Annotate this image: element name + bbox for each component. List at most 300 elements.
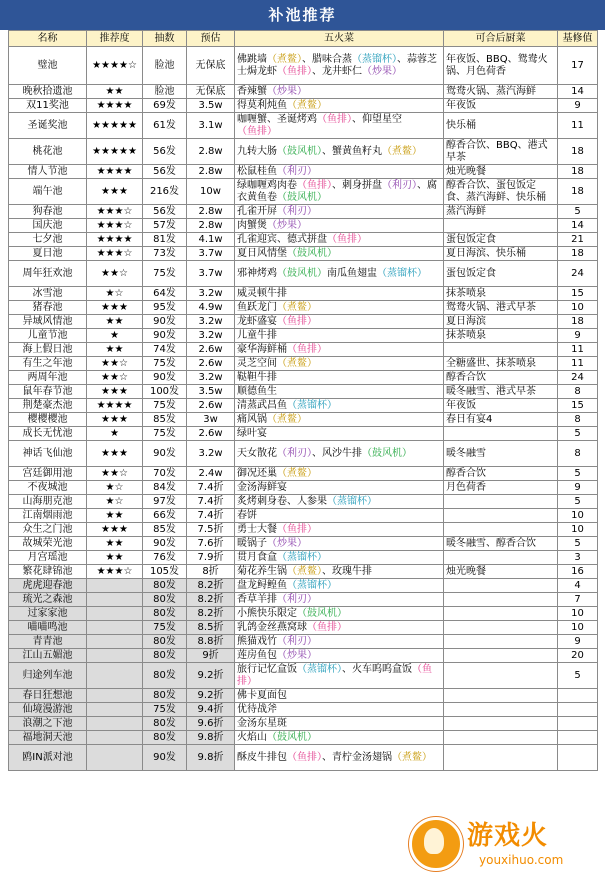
cell-rating: ★★ <box>87 85 143 99</box>
cell-rating <box>87 663 143 689</box>
dish-tool-tag: （鱼排） <box>277 523 317 535</box>
cell-dishes <box>235 481 444 495</box>
dish-text: 金汤东星斑 <box>237 717 287 729</box>
cell-base: 16 <box>558 565 598 579</box>
table-row <box>9 481 598 495</box>
cell-draws: 75发 <box>143 357 187 371</box>
dish-text: 酥皮牛排包 <box>237 751 287 763</box>
cell-rating: ★★ <box>87 343 143 357</box>
dish-tool-tag: （鼓风机） <box>277 191 327 203</box>
dish-text: 豪华海鲜桶 <box>237 343 287 355</box>
cell-combo <box>444 621 558 635</box>
cell-base: 11 <box>558 343 598 357</box>
cell-combo <box>444 551 558 565</box>
cell-name: 晚秋拾遗池 <box>9 85 87 99</box>
table-row <box>9 537 598 551</box>
dish-tool-tag: （煮鳌） <box>392 751 432 763</box>
cell-base: 17 <box>558 47 598 85</box>
dish-tool-tag: （鱼排） <box>277 315 317 327</box>
dish-tool-tag: （炒果） <box>277 649 317 661</box>
table-row <box>9 261 598 287</box>
cell-dishes <box>235 495 444 509</box>
table-row <box>9 371 598 385</box>
column-header-rating: 推荐度 <box>87 31 143 47</box>
dish-tool-tag: （蒸镏杯） <box>287 579 337 591</box>
dish-text: 香草羊排 <box>237 593 277 605</box>
cell-estimate: 2.8w <box>187 205 235 219</box>
cell-draws: 85发 <box>143 523 187 537</box>
cell-draws: 57发 <box>143 219 187 233</box>
cell-name: 虎虎迎春池 <box>9 579 87 593</box>
cell-rating: ★★★★ <box>87 165 143 179</box>
cell-draws: 85发 <box>143 413 187 427</box>
cell-rating: ★★★☆ <box>87 247 143 261</box>
cell-dishes <box>235 315 444 329</box>
cell-draws: 80发 <box>143 717 187 731</box>
cell-draws: 80发 <box>143 579 187 593</box>
table-row <box>9 113 598 139</box>
cell-base: 10 <box>558 523 598 537</box>
cell-base: 5 <box>558 427 598 441</box>
table-row <box>9 413 598 427</box>
cell-draws: 80发 <box>143 635 187 649</box>
cell-draws: 76发 <box>143 551 187 565</box>
cell-draws: 80发 <box>143 689 187 703</box>
cell-rating: ★★★ <box>87 179 143 205</box>
cell-base: 8 <box>558 413 598 427</box>
table-row <box>9 703 598 717</box>
cell-combo <box>444 717 558 731</box>
cell-draws: 74发 <box>143 343 187 357</box>
cell-estimate: 4.9w <box>187 301 235 315</box>
cell-base <box>558 703 598 717</box>
watermark-url: youxihuo.com <box>479 853 564 867</box>
table-row <box>9 663 598 689</box>
cell-dishes <box>235 399 444 413</box>
cell-rating <box>87 579 143 593</box>
cell-dishes <box>235 165 444 179</box>
table-row <box>9 427 598 441</box>
cell-dishes <box>235 85 444 99</box>
cell-rating: ★★★ <box>87 523 143 537</box>
dish-text: 金汤海鲜宴 <box>237 481 287 493</box>
table-row <box>9 565 598 579</box>
cell-dishes <box>235 689 444 703</box>
cell-dishes <box>235 523 444 537</box>
cell-combo: 鸳鸯火锅、蒸汽海鲜 <box>444 85 558 99</box>
cell-dishes <box>235 357 444 371</box>
cell-rating: ★★ <box>87 509 143 523</box>
cell-draws: 61发 <box>143 113 187 139</box>
cell-estimate: 8.2折 <box>187 607 235 621</box>
cell-draws: 脸池 <box>143 47 187 85</box>
table-row <box>9 205 598 219</box>
dish-text: 痛风锅 <box>237 413 267 425</box>
cell-estimate: 2.6w <box>187 357 235 371</box>
cell-base: 10 <box>558 301 598 315</box>
dish-text: 旅行记忆盒饭 <box>237 663 297 675</box>
cell-name: 喵喵鸣池 <box>9 621 87 635</box>
table-row <box>9 329 598 343</box>
cell-rating: ★★★★★ <box>87 113 143 139</box>
watermark-brand: 游戏火 <box>467 821 549 851</box>
column-header-dishes: 五火菜 <box>235 31 444 47</box>
table-row <box>9 509 598 523</box>
cell-estimate: 2.6w <box>187 343 235 357</box>
dish-text: 贯月食盒 <box>237 551 277 563</box>
cell-name: 繁花肆锦池 <box>9 565 87 579</box>
table-row <box>9 495 598 509</box>
dish-text: 盘龙鲟鳇鱼 <box>237 579 287 591</box>
cell-dishes <box>235 179 444 205</box>
table-row <box>9 219 598 233</box>
cell-estimate: 9.8折 <box>187 745 235 771</box>
cell-dishes <box>235 343 444 357</box>
cell-combo: 抹茶喷泉 <box>444 287 558 301</box>
cell-rating: ★☆ <box>87 495 143 509</box>
cell-combo: 年夜饭 <box>444 99 558 113</box>
cell-estimate: 10w <box>187 179 235 205</box>
cell-dishes <box>235 731 444 745</box>
cell-draws: 81发 <box>143 233 187 247</box>
cell-rating <box>87 621 143 635</box>
cell-rating <box>87 689 143 703</box>
cell-dishes <box>235 509 444 523</box>
cell-estimate: 8.8折 <box>187 635 235 649</box>
cell-combo <box>444 663 558 689</box>
cell-dishes <box>235 663 444 689</box>
cell-rating: ★★ <box>87 315 143 329</box>
dish-text: 孔雀迎宾、德式拼盘 <box>237 233 327 245</box>
dish-tool-tag: （鱼排） <box>317 113 352 125</box>
cell-draws: 90发 <box>143 441 187 467</box>
cell-estimate: 8折 <box>187 565 235 579</box>
cell-name: 端午池 <box>9 179 87 205</box>
cell-base <box>558 717 598 731</box>
dish-text: 炙烤刺身卷、人参果 <box>237 495 327 507</box>
cell-estimate: 3.2w <box>187 315 235 329</box>
cell-dishes <box>235 287 444 301</box>
dish-tool-tag: （鼓风机） <box>287 247 337 259</box>
cell-rating <box>87 703 143 717</box>
dish-text: 绿叶宴 <box>237 427 267 439</box>
cell-rating: ★★★ <box>87 441 143 467</box>
cell-name: 春日狂想池 <box>9 689 87 703</box>
table-row <box>9 357 598 371</box>
cell-dishes <box>235 219 444 233</box>
cell-dishes <box>235 537 444 551</box>
cell-dishes <box>235 99 444 113</box>
dish-text: 莲房鱼包 <box>237 649 277 661</box>
cell-name: 有生之年池 <box>9 357 87 371</box>
cell-rating: ★★★★☆ <box>87 47 143 85</box>
cell-estimate: 3w <box>187 413 235 427</box>
cell-rating: ★★★★ <box>87 399 143 413</box>
cell-rating: ★★☆ <box>87 467 143 481</box>
cell-combo: 年夜饭、BBQ、鸳鸯火锅、月色荷香 <box>444 47 558 85</box>
cell-draws: 66发 <box>143 509 187 523</box>
table-row <box>9 717 598 731</box>
cell-dishes <box>235 703 444 717</box>
cell-base: 9 <box>558 329 598 343</box>
cell-name: 周年狂欢池 <box>9 261 87 287</box>
cell-draws: 90发 <box>143 371 187 385</box>
table-row <box>9 165 598 179</box>
cell-name: 夏日池 <box>9 247 87 261</box>
cell-rating: ★★☆ <box>87 357 143 371</box>
table-row <box>9 731 598 745</box>
cell-rating: ★★★ <box>87 385 143 399</box>
cell-combo <box>444 731 558 745</box>
cell-base: 7 <box>558 593 598 607</box>
dish-text: 、蒜蓉芝士焗龙虾 <box>237 53 437 77</box>
cell-estimate: 8.2折 <box>187 593 235 607</box>
dish-text: 乳鸽金丝燕窝球 <box>237 621 307 633</box>
dish-tool-tag: （鱼排） <box>287 751 322 763</box>
cell-dishes <box>235 329 444 343</box>
dish-text: 肉蟹煲 <box>237 219 267 231</box>
cell-rating <box>87 731 143 745</box>
cell-base: 5 <box>558 467 598 481</box>
cell-estimate: 无保底 <box>187 85 235 99</box>
cell-rating: ★★★☆ <box>87 219 143 233</box>
dish-text: 菊花养生锅 <box>237 565 287 577</box>
table-row <box>9 179 598 205</box>
cell-draws: 80发 <box>143 649 187 663</box>
dish-text: 龙虾盛宴 <box>237 315 277 327</box>
dish-tool-tag: （鼓风机） <box>267 731 317 743</box>
cell-base: 18 <box>558 315 598 329</box>
cell-name: 狗春池 <box>9 205 87 219</box>
cell-base: 10 <box>558 607 598 621</box>
pool-table <box>8 30 598 771</box>
dish-text: 得莫利炖鱼 <box>237 99 287 111</box>
cell-combo <box>444 495 558 509</box>
dish-text: 鞑靼牛排 <box>237 371 277 383</box>
dish-text: 绿咖喱鸡肉卷 <box>237 179 297 191</box>
cell-base: 11 <box>558 113 598 139</box>
cell-base: 15 <box>558 287 598 301</box>
cell-combo: 蒸汽海鲜 <box>444 205 558 219</box>
cell-dishes <box>235 441 444 467</box>
cell-name: 月宫瑶池 <box>9 551 87 565</box>
cell-combo <box>444 343 558 357</box>
dish-text: 邪神烤鸡 <box>237 267 277 279</box>
cell-draws: 脸池 <box>143 85 187 99</box>
cell-draws: 80发 <box>143 663 187 689</box>
cell-combo <box>444 703 558 717</box>
table-row <box>9 607 598 621</box>
table-row <box>9 99 598 113</box>
cell-estimate: 7.4折 <box>187 481 235 495</box>
cell-rating: ★★☆ <box>87 261 143 287</box>
dish-tool-tag: （蒸镏杯） <box>352 53 397 65</box>
cell-dishes <box>235 745 444 771</box>
cell-estimate: 3.2w <box>187 287 235 301</box>
cell-base: 11 <box>558 357 598 371</box>
dish-text: 松鼠桂鱼 <box>237 165 277 177</box>
cell-name: 浪潮之下池 <box>9 717 87 731</box>
cell-name: 江山五媚池 <box>9 649 87 663</box>
table-row <box>9 315 598 329</box>
dish-text: 孔雀开屏 <box>237 205 277 217</box>
cell-name: 双11奖池 <box>9 99 87 113</box>
cell-draws: 90发 <box>143 745 187 771</box>
cell-combo <box>444 635 558 649</box>
dish-tool-tag: （蒸镏杯） <box>297 663 342 675</box>
cell-name: 海上假日池 <box>9 343 87 357</box>
cell-draws: 75发 <box>143 703 187 717</box>
cell-base: 5 <box>558 205 598 219</box>
dish-text: 鱼跃龙门 <box>237 301 277 313</box>
dish-text: 熊猫戏竹 <box>237 635 277 647</box>
column-header-name: 名称 <box>9 31 87 47</box>
cell-dishes <box>235 593 444 607</box>
dish-text: 夏日风情堡 <box>237 247 287 259</box>
cell-name: 众生之门池 <box>9 523 87 537</box>
cell-draws: 70发 <box>143 467 187 481</box>
cell-name: 璧池 <box>9 47 87 85</box>
cell-combo: 醇香合饮 <box>444 467 558 481</box>
cell-combo: 快乐桶 <box>444 113 558 139</box>
cell-name: 冰雪池 <box>9 287 87 301</box>
cell-name: 情人节池 <box>9 165 87 179</box>
cell-estimate: 3.5w <box>187 385 235 399</box>
cell-draws: 69发 <box>143 99 187 113</box>
cell-name: 桃花池 <box>9 139 87 165</box>
cell-base: 14 <box>558 85 598 99</box>
cell-draws: 97发 <box>143 495 187 509</box>
cell-combo: 夏日海滨 <box>444 315 558 329</box>
cell-combo: 蛋包饭定食 <box>444 261 558 287</box>
cell-rating <box>87 649 143 663</box>
cell-name: 两周年池 <box>9 371 87 385</box>
cell-dishes <box>235 139 444 165</box>
cell-rating: ★★☆ <box>87 371 143 385</box>
column-header-base: 基修值 <box>558 31 598 47</box>
cell-estimate: 2.6w <box>187 399 235 413</box>
cell-base: 18 <box>558 179 598 205</box>
cell-estimate: 7.4折 <box>187 509 235 523</box>
dish-text: 灵芝空间 <box>237 357 277 369</box>
dish-text: 南瓜鱼翅盅 <box>327 267 377 279</box>
cell-estimate: 2.4w <box>187 467 235 481</box>
cell-name: 荆楚豪杰池 <box>9 399 87 413</box>
cell-combo: 醇香合饮、蛋包饭定食、蒸汽海鲜、快乐桶 <box>444 179 558 205</box>
cell-name: 过家家池 <box>9 607 87 621</box>
dish-text: 火焰山 <box>237 731 267 743</box>
cell-rating <box>87 607 143 621</box>
dish-tool-tag: （鼓风机） <box>277 267 327 279</box>
cell-dishes <box>235 113 444 139</box>
cell-estimate: 7.6折 <box>187 537 235 551</box>
dish-tool-tag: （利刃） <box>382 179 417 191</box>
cell-combo: 烛光晚餐 <box>444 565 558 579</box>
cell-combo <box>444 523 558 537</box>
dish-tool-tag: （煮鳌） <box>287 565 322 577</box>
cell-dishes <box>235 301 444 315</box>
watermark <box>409 813 599 873</box>
cell-combo: 暖冬融雪、醇香合饮 <box>444 537 558 551</box>
cell-dishes <box>235 649 444 663</box>
cell-draws: 75发 <box>143 427 187 441</box>
table-row <box>9 467 598 481</box>
cell-rating: ★★★☆ <box>87 205 143 219</box>
cell-name: 故城荣光池 <box>9 537 87 551</box>
table-row <box>9 689 598 703</box>
dish-tool-tag: （鱼排） <box>237 125 277 137</box>
cell-base: 15 <box>558 399 598 413</box>
dish-tool-tag: （鱼排） <box>307 621 347 633</box>
cell-name: 七夕池 <box>9 233 87 247</box>
dish-text: 香辣蟹 <box>237 85 267 97</box>
dish-text: 、腐衣黄鱼卷 <box>237 179 437 203</box>
cell-base: 8 <box>558 385 598 399</box>
dish-tool-tag: （鼓风机） <box>362 447 412 459</box>
cell-draws: 75发 <box>143 261 187 287</box>
dish-tool-tag: （炒果） <box>267 85 307 97</box>
cell-base: 24 <box>558 261 598 287</box>
cell-draws: 56发 <box>143 139 187 165</box>
cell-combo <box>444 579 558 593</box>
table-row <box>9 441 598 467</box>
cell-estimate: 9.4折 <box>187 703 235 717</box>
cell-combo: 醇香合饮 <box>444 371 558 385</box>
cell-combo <box>444 745 558 771</box>
dish-tool-tag: （煮鳌） <box>277 301 317 313</box>
dish-text: 、刺身拼盘 <box>332 179 382 191</box>
cell-estimate: 无保底 <box>187 47 235 85</box>
dish-tool-tag: （鱼排） <box>237 663 432 687</box>
cell-combo: 抹茶喷泉 <box>444 329 558 343</box>
cell-draws: 105发 <box>143 565 187 579</box>
cell-base <box>558 745 598 771</box>
cell-combo <box>444 607 558 621</box>
cell-estimate: 7.4折 <box>187 495 235 509</box>
dish-tool-tag: （煮鳌） <box>267 413 307 425</box>
cell-combo: 夏日海滨、快乐桶 <box>444 247 558 261</box>
cell-combo <box>444 509 558 523</box>
cell-combo: 暖冬融雪、港式早茶 <box>444 385 558 399</box>
table-row <box>9 85 598 99</box>
dish-tool-tag: （煮鳌） <box>382 145 422 157</box>
cell-draws: 56发 <box>143 205 187 219</box>
dish-text: 、火车呜呜盒饭 <box>342 663 412 675</box>
dish-tool-tag: （利刃） <box>277 593 317 605</box>
cell-draws: 73发 <box>143 247 187 261</box>
cell-base: 5 <box>558 663 598 689</box>
cell-rating: ★☆ <box>87 287 143 301</box>
cell-name: 鼠年春节池 <box>9 385 87 399</box>
cell-name: 成长无忧池 <box>9 427 87 441</box>
cell-base <box>558 689 598 703</box>
cell-dishes <box>235 635 444 649</box>
cell-dishes <box>235 467 444 481</box>
dish-tool-tag: （蒸镏杯） <box>327 495 377 507</box>
cell-name: 不夜城池 <box>9 481 87 495</box>
dish-text: 顺德鱼生 <box>237 385 277 397</box>
dish-tool-tag: （蒸镏杯） <box>377 267 427 279</box>
dish-tool-tag: （鱼排） <box>297 179 332 191</box>
cell-estimate: 3.2w <box>187 371 235 385</box>
cell-estimate: 3.2w <box>187 441 235 467</box>
cell-draws: 90发 <box>143 537 187 551</box>
cell-rating: ★★★★★ <box>87 139 143 165</box>
dish-text: 、风沙牛排 <box>312 447 362 459</box>
dish-text: 、蟹黄鱼籽丸 <box>322 145 382 157</box>
cell-rating: ★★★★ <box>87 233 143 247</box>
cell-rating: ★★★☆ <box>87 565 143 579</box>
